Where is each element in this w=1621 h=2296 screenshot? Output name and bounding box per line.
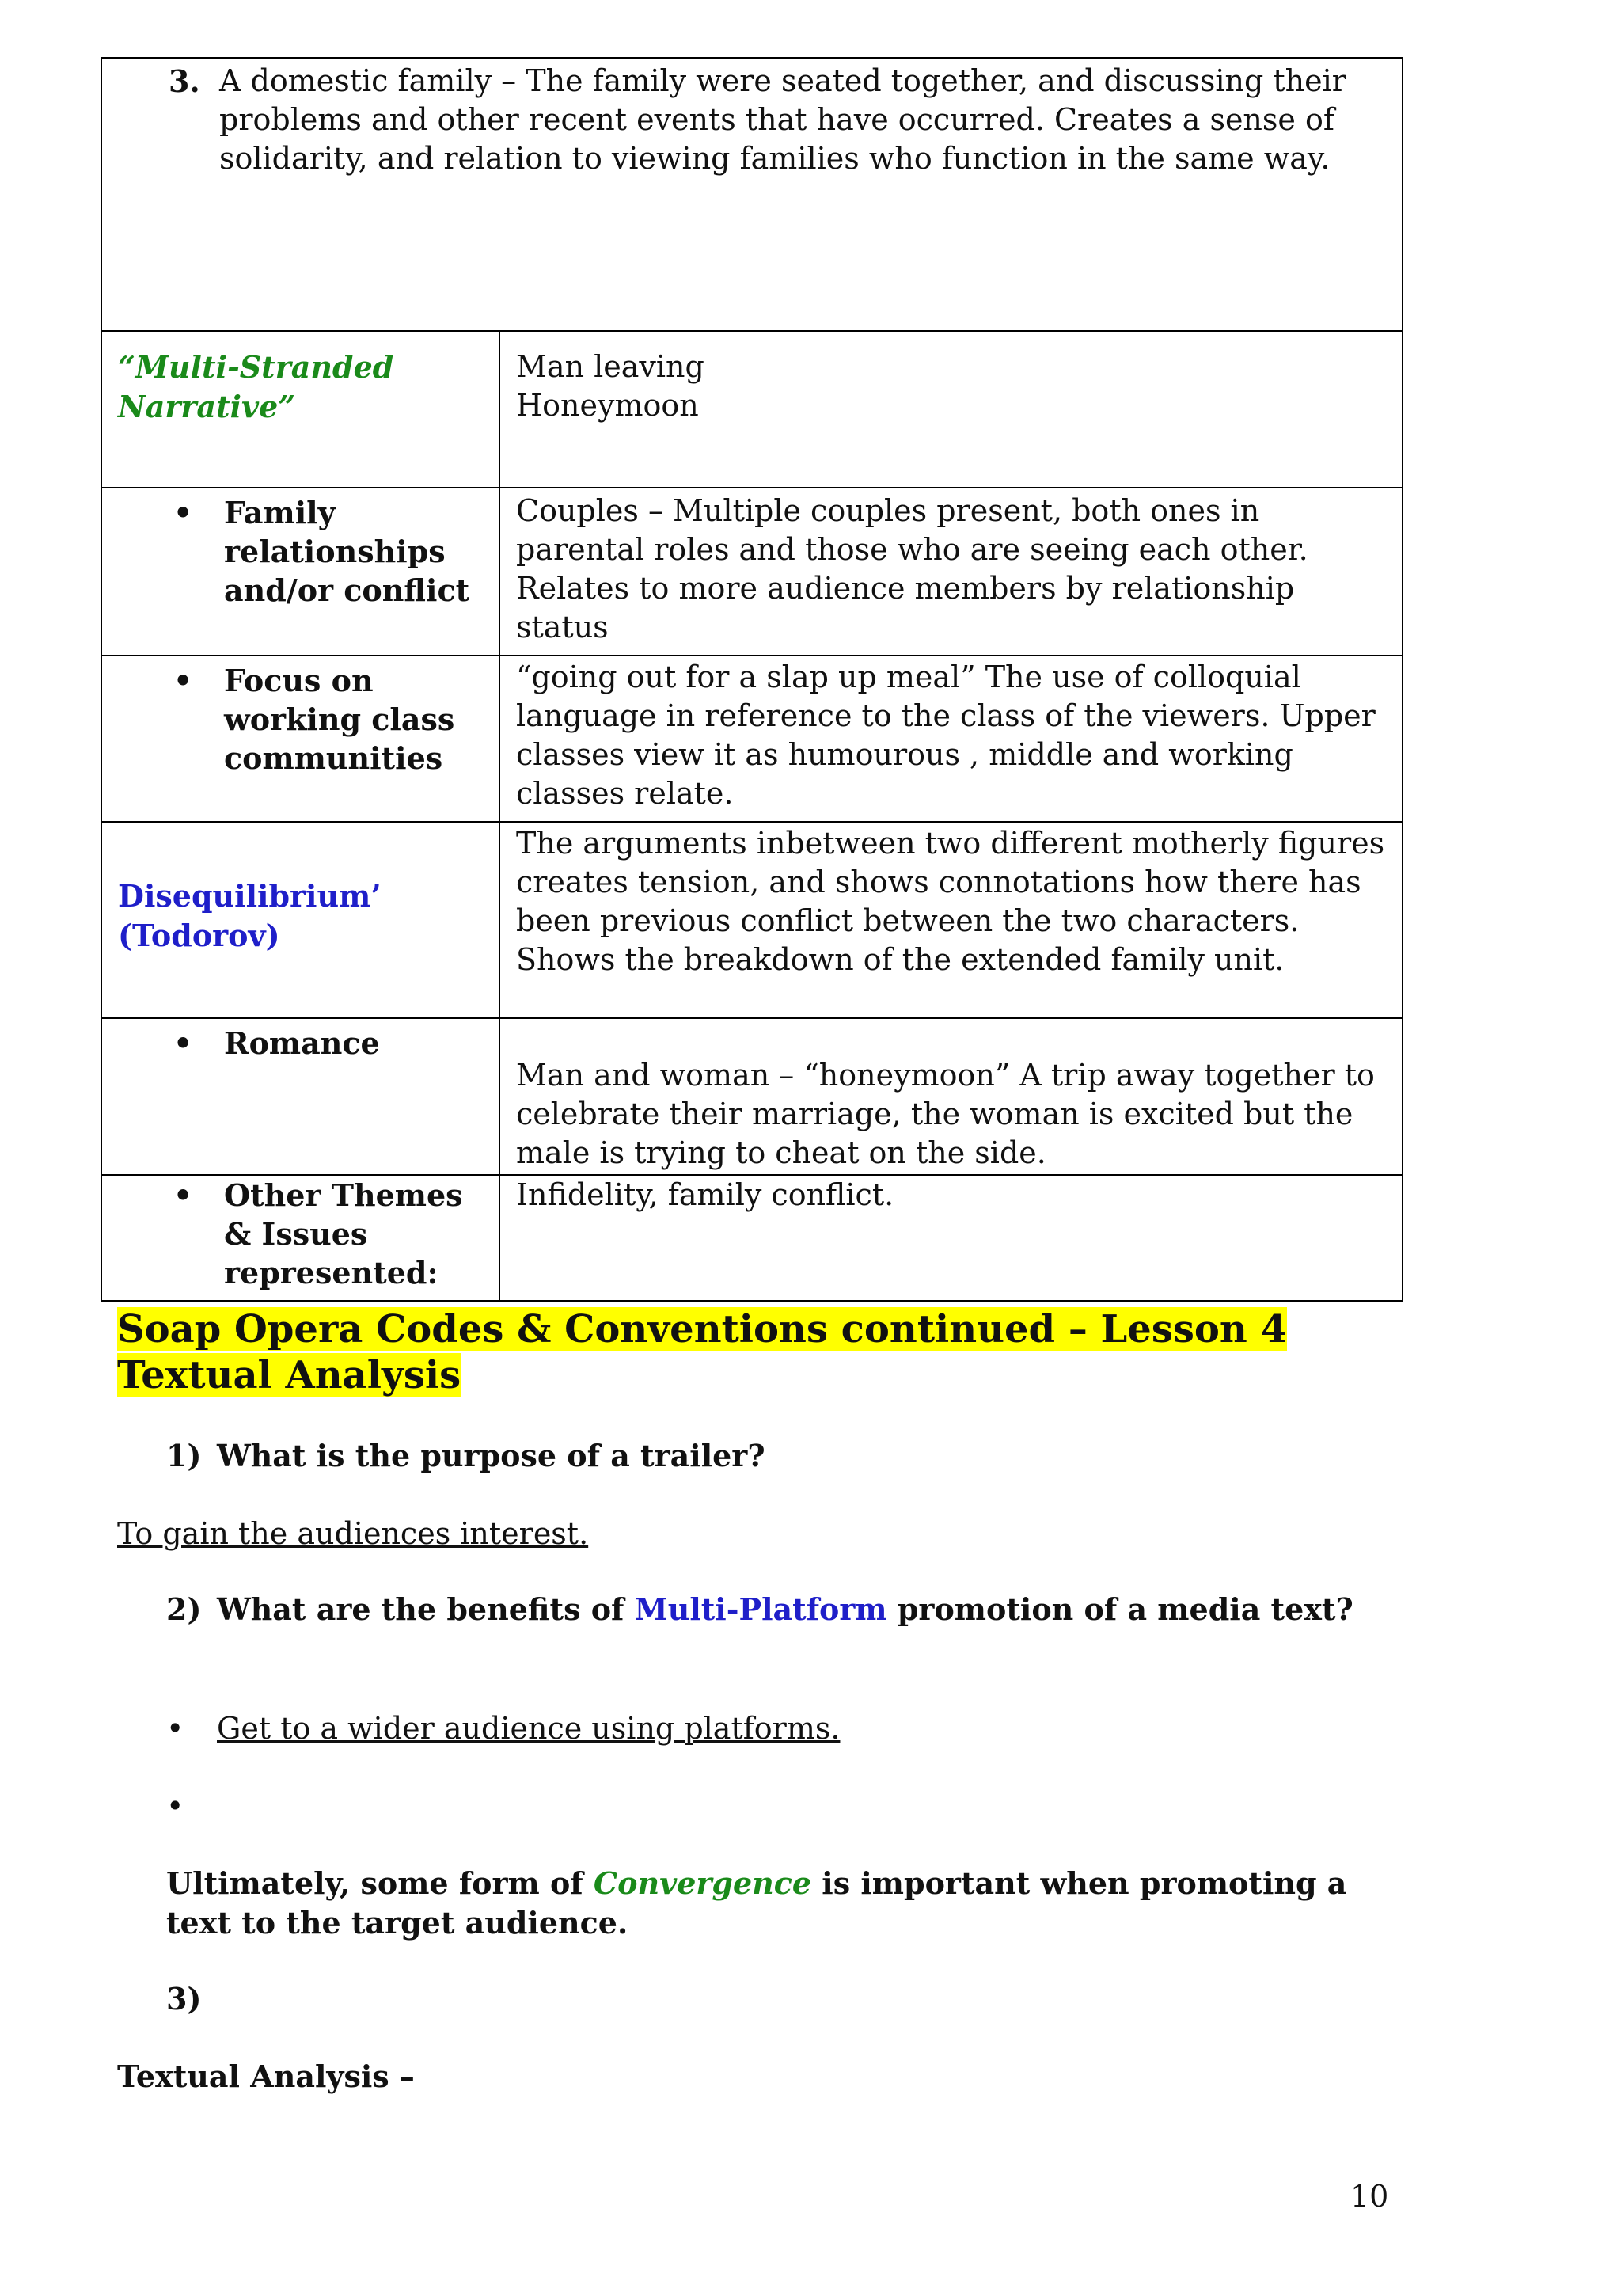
bullet-icon: • [173,1025,193,1061]
family-text: Couples – Multiple couples present, both ones in parental roles and those who are seeing each other. Relates to more audience members by relationship status [516,493,1308,644]
convergence-after: is important when promoting a text to the target audience. [166,1865,1347,1941]
bullet-icon: • [173,1177,193,1213]
romance-label: Romance [224,1025,380,1061]
lesson-heading [117,1306,1287,1398]
multi-stranded-line-2: Honeymoon [516,388,699,423]
row-label-other-themes [101,1175,499,1301]
heading-line-2: Textual Analysis [117,1353,461,1397]
bullet-icon: • [166,1789,184,1823]
benefit-bullet-2 [166,1786,217,1826]
question-3 [166,1979,201,2019]
question-2-text-before: What are the benefits of [217,1591,635,1627]
analysis-table [101,57,1403,1302]
row-text-multi-stranded [499,331,1403,488]
benefit-1-text: Get to a wider audience using platforms. [217,1711,841,1746]
textual-analysis-label: Textual Analysis – [117,2058,415,2094]
romance-text: Man and woman – “honeymoon” A trip away together to celebrate their marriage, the woman is excited but the male is trying to cheat on the side. [516,1058,1375,1170]
row-text-romance [499,1018,1403,1175]
convergence-term: Convergence [593,1865,812,1901]
row-label-working-class [101,656,499,822]
row-label-family [101,488,499,656]
other-themes-label: Other Themes & Issues represented: [224,1177,463,1291]
point-3-number: 3. [169,63,200,99]
row-text-working-class [499,656,1403,822]
question-2 [166,1590,1353,1629]
multi-platform-term: Multi-Platform [634,1591,887,1627]
row-text-family [499,488,1403,656]
working-class-label: Focus on working class communities [224,663,455,776]
row-label-multi-stranded [101,331,499,488]
heading-line-1: Soap Opera Codes & Conventions continued – Lesson 4 [117,1307,1287,1351]
question-2-number: 2) [166,1591,202,1627]
disequilibrium-text: The arguments inbetween two different motherly figures creates tension, and shows connotations how there has been previous conflict between the two characters. Shows the breakdown of the extended family unit. [516,826,1385,977]
page-number: 10 [1350,2179,1389,2214]
row-label-disequilibrium [101,822,499,1018]
question-1-text: What is the purpose of a trailer? [217,1438,765,1473]
bullet-icon: • [166,1711,184,1746]
benefit-bullet-1 [166,1709,840,1748]
convergence-before: Ultimately, some form of [166,1865,594,1901]
question-2-text-after: promotion of a media text? [886,1591,1353,1627]
family-label: Family relationships and/or conflict [224,495,470,608]
bullet-icon: • [173,663,193,698]
disequilibrium-label: Disequilibrium’ (Todorov) [118,878,382,953]
point-3-text: A domestic family – The family were seated together, and discussing their problems and other recent events that have occurred. Creates a sense of solidarity, and relation to viewing families who function in the same way. [219,63,1346,176]
row-text-disequilibrium [499,822,1403,1018]
row-text-other-themes [499,1175,1403,1301]
question-1-number: 1) [166,1438,202,1473]
bullet-icon: • [173,495,193,530]
multi-stranded-label: “Multi-Stranded Narrative” [118,349,394,424]
row-label-romance [101,1018,499,1175]
convergence-paragraph [166,1864,1401,1943]
point-3-cell [101,58,1403,331]
other-themes-text: Infidelity, family conflict. [516,1177,894,1212]
question-1 [166,1436,765,1476]
multi-stranded-line-1: Man leaving [516,349,704,384]
answer-1: To gain the audiences interest. [117,1516,589,1551]
question-3-number: 3) [166,1981,202,2017]
working-class-text: “going out for a slap up meal” The use of colloquial language in reference to the class of the viewers. Upper classes view it as humourous , middle and working classes relate. [516,660,1376,811]
